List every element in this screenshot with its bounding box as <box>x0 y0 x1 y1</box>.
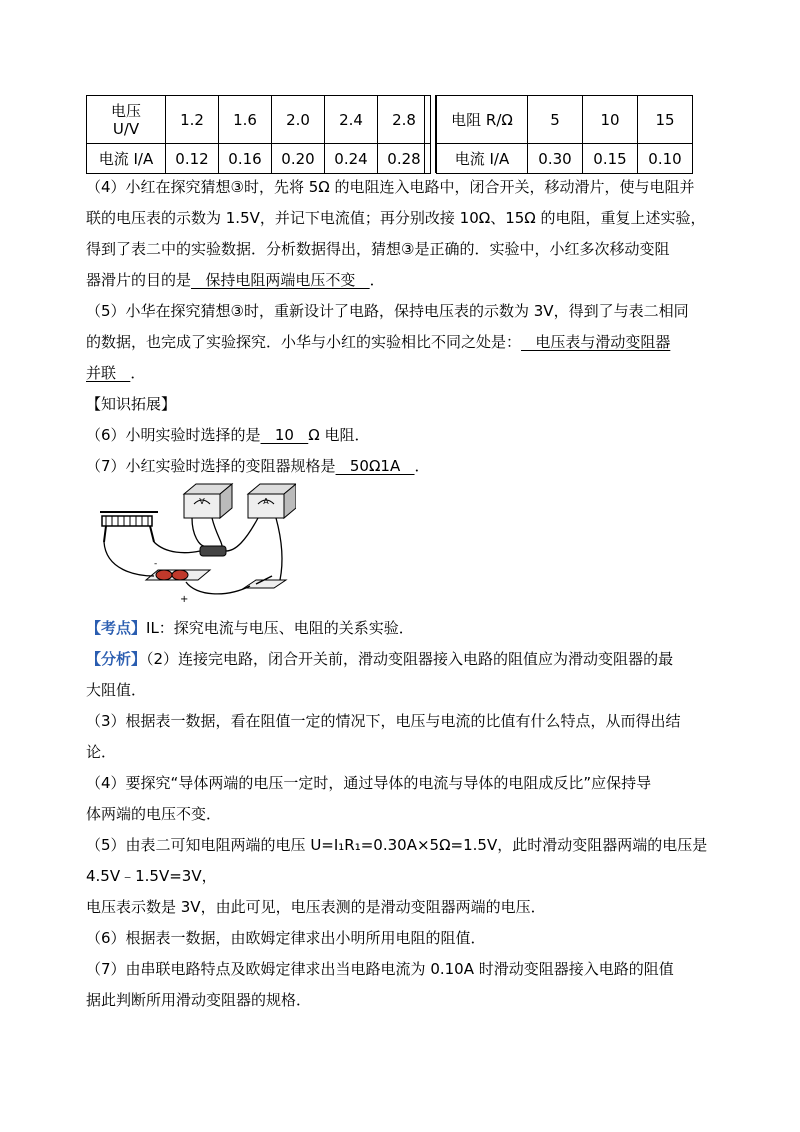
q6-prefix: （6）小明实验时选择的是 <box>86 426 261 444</box>
q4-answer-line <box>86 269 385 291</box>
rheostat <box>102 516 152 526</box>
fenxi-line: （3）根据表一数据，看在阻值一定的情况下，电压与电流的比值有什么特点，从而得出结 <box>86 712 681 730</box>
fenxi-line: 论． <box>86 743 117 761</box>
table2-row1-label: 电阻 R/Ω <box>437 96 528 144</box>
table1-cell: 2.8 <box>378 96 431 144</box>
resistor <box>200 546 226 556</box>
plus-sign: + <box>180 594 189 605</box>
battery-cell <box>172 570 188 580</box>
voltmeter <box>184 484 232 518</box>
table1-cell: 0.12 <box>166 144 219 174</box>
table1-cell: 0.16 <box>219 144 272 174</box>
voltmeter-label: V <box>199 497 205 506</box>
kaodian-tag: 【考点】 <box>86 619 147 637</box>
table2-cell: 10 <box>583 96 638 144</box>
table2-row2-label: 电流 I/A <box>437 144 528 174</box>
q4-line: （4）小红在探究猜想③时，先将 5Ω 的电阻连入电路中，闭合开关，移动滑片，使与电阻并 <box>86 178 695 196</box>
q4-line: 联的电压表的示数为 1.5V，并记下电流值；再分别改接 10Ω、15Ω 的电阻，重复上述实验， <box>86 209 706 227</box>
ammeter-label: A <box>263 497 269 506</box>
battery-cell <box>156 570 172 580</box>
kaodian-text: IL：探究电流与电压、电阻的关系实验． <box>146 619 414 637</box>
ammeter <box>248 484 296 518</box>
fenxi-line: 4.5V﹣1.5V=3V， <box>86 867 217 885</box>
table1-cell: 0.20 <box>272 144 325 174</box>
q5-answer: 电压表与滑动变阻器 <box>521 333 671 351</box>
q7-suffix: ． <box>414 457 430 475</box>
fenxi-tag: 【分析】 <box>86 650 147 668</box>
q5-line: （5）小华在探究猜想③时，重新设计了电路，保持电压表的示数为 3V，得到了与表二相同 <box>86 302 689 320</box>
switch <box>244 580 286 588</box>
table1-cell: 1.6 <box>219 96 272 144</box>
section-title: 【知识拓展】 <box>86 395 177 413</box>
table1-cell: 0.28 <box>378 144 431 174</box>
fenxi-line: （7）由串联电路特点及欧姆定律求出当电路电流为 0.10A 时滑动变阻器接入电路的阻值 <box>86 960 674 978</box>
q6-suffix: Ω 电阻． <box>308 426 370 444</box>
q5-answer-line-2 <box>86 362 145 384</box>
table1-row2-label: 电流 I/A <box>87 144 166 174</box>
table2-cell: 0.15 <box>583 144 638 174</box>
table1-row1-label: 电压 U/V <box>87 96 166 144</box>
fenxi-line: （4）要探究“导体两端的电压一定时，通过导体的电流与导体的电阻成反比”应保持导 <box>86 774 652 792</box>
table-resistance-current <box>436 95 693 174</box>
fenxi-line: 体两端的电压不变． <box>86 805 222 823</box>
q5-answer-line <box>86 331 670 353</box>
q4-line: 得到了表二中的实验数据．分析数据得出，猜想③是正确的．实验中，小红多次移动变阻 <box>86 240 670 258</box>
q6-line <box>86 424 369 446</box>
fenxi-line: 电压表示数是 3V，由此可见，电压表测的是滑动变阻器两端的电压． <box>86 898 546 916</box>
q6-answer: 10 <box>260 426 309 444</box>
fenxi-text: （2）连接完电路，闭合开关前，滑动变阻器接入电路的阻值应为滑动变阻器的最 <box>146 650 674 668</box>
q5-prefix: 的数据，也完成了实验探究．小华与小红的实验相比不同之处是： <box>86 333 522 351</box>
q7-answer: 50Ω1A <box>335 457 415 475</box>
q5-answer-cont: 并联 <box>86 364 131 382</box>
table1-cell: 0.24 <box>325 144 378 174</box>
q4-suffix: ． <box>369 271 385 289</box>
table1-cell: 2.4 <box>325 96 378 144</box>
q4-answer: 保持电阻两端电压不变 <box>191 271 370 289</box>
kaodian-line <box>86 617 414 639</box>
fenxi-line: 据此判断所用滑动变阻器的规格． <box>86 991 312 1009</box>
table2-cell: 5 <box>528 96 583 144</box>
table1-cell: 2.0 <box>272 96 325 144</box>
q7-prefix: （7）小红实验时选择的变阻器规格是 <box>86 457 336 475</box>
q5-suffix: ． <box>130 364 146 382</box>
table2-cell: 15 <box>638 96 693 144</box>
fenxi-line: （6）根据表一数据，由欧姆定律求出小明所用电阻的阻值． <box>86 929 486 947</box>
table1-cell: 1.2 <box>166 96 219 144</box>
table-divider <box>424 95 436 173</box>
fenxi-line <box>86 648 673 670</box>
q4-prefix: 器滑片的目的是 <box>86 271 192 289</box>
table2-cell: 0.10 <box>638 144 693 174</box>
fenxi-line: （5）由表二可知电阻两端的电压 U=I₁R₁=0.30A×5Ω=1.5V，此时滑动变阻器两端的电压是 <box>86 836 708 854</box>
circuit-photo <box>96 480 296 610</box>
table-voltage-current <box>86 95 431 174</box>
q7-line <box>86 455 430 477</box>
table2-cell: 0.30 <box>528 144 583 174</box>
fenxi-line: 大阻值． <box>86 681 147 699</box>
minus-sign: - <box>154 559 158 569</box>
